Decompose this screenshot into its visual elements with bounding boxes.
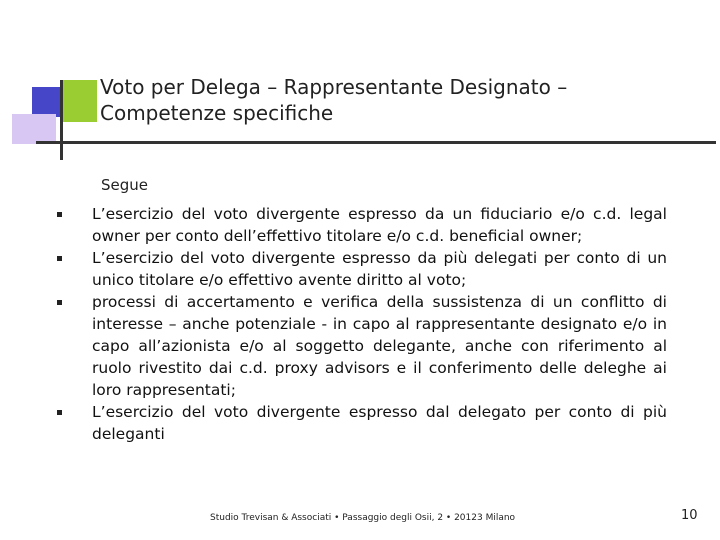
decorative-green-square: [60, 80, 97, 122]
intro-text: Segue: [101, 176, 149, 194]
bullet-item: [57, 203, 667, 247]
slide-footer: Studio Trevisan & Associati • Passaggio degli Osii, 2 • 20123 Milano: [210, 513, 516, 523]
slide-title-line-1: Voto per Delega – Rappresentante Designato –: [100, 75, 568, 99]
bullet-item: [57, 247, 667, 291]
square-bullet-icon: [57, 256, 62, 261]
slide-title: [100, 74, 700, 126]
vertical-accent-line: [60, 80, 63, 160]
square-bullet-icon: [57, 300, 62, 305]
square-bullet-icon: [57, 410, 62, 415]
bullet-list: [57, 203, 667, 445]
bullet-item: [57, 401, 667, 445]
decorative-lavender-square: [12, 114, 56, 144]
title-divider-line: [36, 141, 716, 144]
bullet-text: L’esercizio del voto divergente espresso da un fiduciario e/o c.d. legal owner per conto dell’effettivo titolare e/o c.d. beneficial owner;: [92, 205, 667, 245]
bullet-text: L’esercizio del voto divergente espresso da più delegati per conto di un unico titolare e/o effettivo avente diritto al voto;: [92, 249, 667, 289]
page-number: 10: [681, 508, 698, 523]
square-bullet-icon: [57, 212, 62, 217]
bullet-text: processi di accertamento e verifica della sussistenza di un conflitto di interesse – anche potenziale - in capo al rappresentante designato e/o in capo all’azionista e/o al soggetto delegante, anche con riferimento al ruolo rivestito dai c.d. proxy advisors e il conferimento delle deleghe ai loro rappresentati;: [92, 293, 667, 399]
slide-title-line-2: Competenze specifiche: [100, 101, 334, 125]
bullet-text: L’esercizio del voto divergente espresso dal delegato per conto di più deleganti: [92, 403, 667, 443]
bullet-item: [57, 291, 667, 401]
